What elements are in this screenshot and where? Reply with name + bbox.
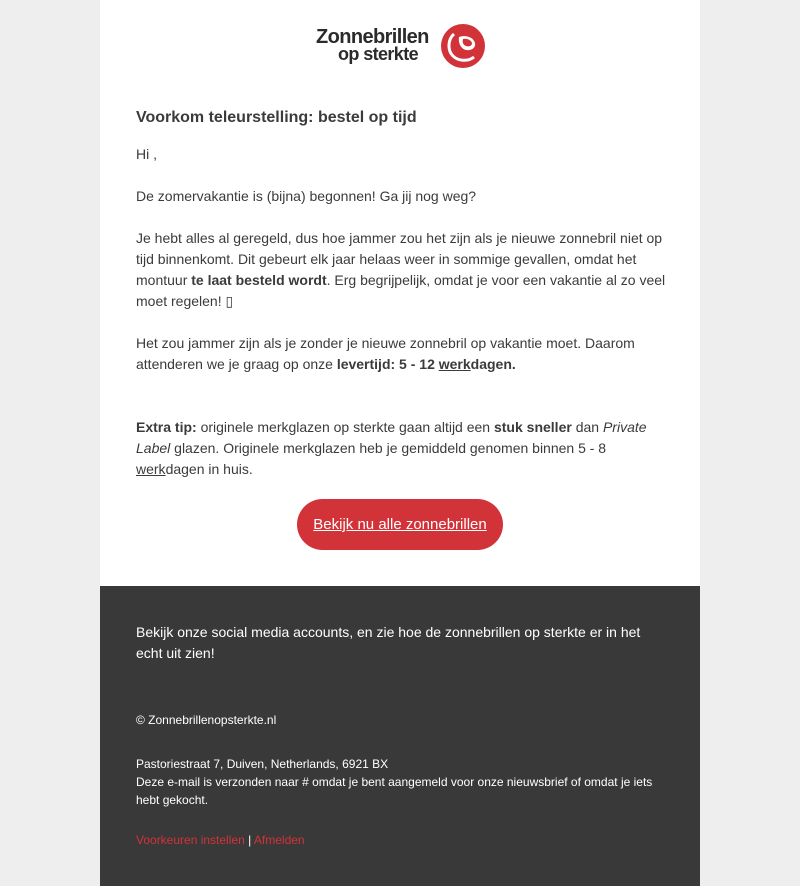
email-content xyxy=(136,108,666,501)
emphasis-late-ordered: te laat besteld wordt xyxy=(191,272,327,288)
cta-wrapper xyxy=(100,499,700,550)
logo-text-line2: op sterkte xyxy=(338,44,419,64)
address-block xyxy=(136,755,666,809)
unsubscribe-link[interactable]: Afmelden xyxy=(253,833,305,847)
paragraph-extra-tip: Extra tip: originele merkglazen op sterkte gaan altijd een stuk sneller dan Private Label glazen. Originele merkglazen heb je gemiddeld genomen binnen 5 - 8 werkdagen in huis. xyxy=(136,419,647,477)
footer-links xyxy=(136,833,305,847)
company-address: Pastoriestraat 7, Duiven, Netherlands, 6921 BX xyxy=(136,757,389,771)
email-container xyxy=(100,0,700,886)
social-media-text: Bekijk onze social media accounts, en zie hoe de zonnebrillen op sterkte er in het echt uit zien! xyxy=(136,624,641,661)
delivery-time-bold: levertijd: 5 - 12 werkdagen. xyxy=(336,356,516,372)
email-body xyxy=(100,0,700,586)
view-all-sunglasses-button[interactable]: Bekijk nu alle zonnebrillen xyxy=(297,499,502,550)
preferences-link[interactable]: Voorkeuren instellen xyxy=(136,833,245,847)
link-separator: | xyxy=(248,833,252,847)
spacer xyxy=(136,396,666,417)
paragraph-order-on-time: Je hebt alles al geregeld, dus hoe jammer zou het zijn als je nieuwe zonnebril niet op tijd binnenkomt. Dit gebeurt elk jaar helaas weer in sommige gevallen, omdat het montuur te laat besteld wordt. Erg begrijpelijk, omdat je voor een vakantie al zo veel moet regelen! ▯ xyxy=(136,230,666,309)
sent-notice: Deze e-mail is verzonden naar # omdat je bent aangemeld voor onze nieuwsbrief of omdat je iets hebt gekocht. xyxy=(136,775,653,807)
sunglasses-logo-icon xyxy=(440,23,486,69)
paragraph-delivery-time: Het zou jammer zijn als je zonder je nieuwe zonnebril op vakantie moet. Daarom attenderen we je graag op onze levertijd: 5 - 12 werkdagen. xyxy=(136,335,635,372)
copyright: © Zonnebrillenopsterkte.nl xyxy=(136,713,277,727)
email-footer xyxy=(100,586,700,886)
tip-label: Extra tip: xyxy=(136,419,197,435)
email-heading: Voorkom teleurstelling: bestel op tijd xyxy=(136,109,417,126)
logo-text-line1: Zonnebrillen xyxy=(316,26,429,48)
greeting: Hi , xyxy=(136,146,157,162)
brand-logo[interactable] xyxy=(316,22,486,70)
paragraph-intro: De zomervakantie is (bijna) begonnen! Ga jij nog weg? xyxy=(136,188,477,204)
